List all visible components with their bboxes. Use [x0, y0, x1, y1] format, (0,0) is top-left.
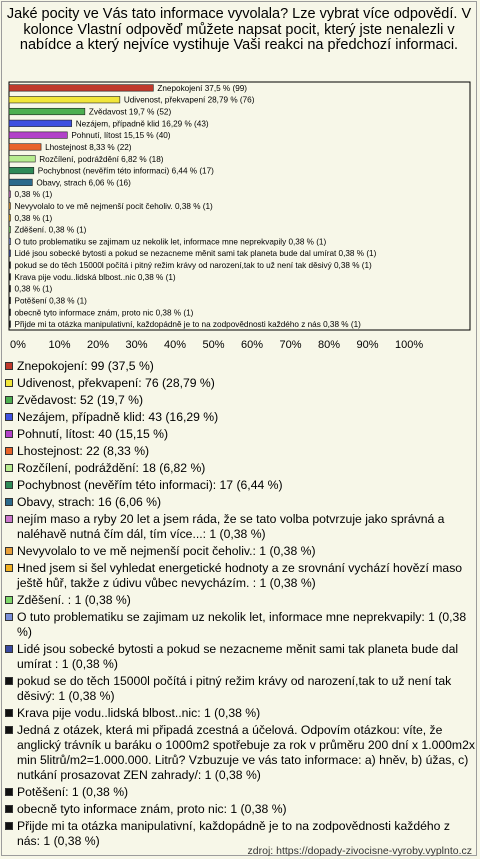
bar [9, 144, 41, 151]
bar [9, 285, 11, 292]
bar [9, 132, 67, 139]
legend-item [5, 706, 475, 721]
legend-swatch [5, 564, 13, 572]
legend-label: Zděšení. : 1 (0,38 %) [17, 593, 131, 607]
legend-swatch [5, 447, 13, 455]
legend-label: Zvědavost: 52 (19,7 %) [17, 393, 143, 407]
legend-item [5, 802, 475, 817]
x-tick-label: 10% [48, 339, 71, 351]
x-tick-label: 100% [395, 339, 424, 351]
legend-item [5, 444, 475, 459]
legend-item [5, 393, 475, 408]
bar [9, 250, 11, 257]
legend-item [5, 785, 475, 800]
legend-swatch [5, 413, 13, 421]
legend-label: Lidé jsou sobecké bytosti a pokud se nezacneme měnit sami tak planeta bude dal umírat : 1 (0,38 %) [17, 642, 459, 671]
legend-label: Přijde mi ta otázka manipulativní, každopádně je to na zodpovědnosti každého z nás: 1 (0,38 %) [17, 819, 450, 848]
legend-swatch [5, 379, 13, 387]
x-tick-label: 40% [164, 339, 187, 351]
legend-item [5, 544, 475, 559]
bar [9, 309, 11, 316]
legend-label: Pochybnost (nevěřím této informaci): 17 (6,44 %) [17, 478, 283, 492]
legend-swatch [5, 362, 13, 370]
x-tick-label: 20% [87, 339, 110, 351]
bar-label: Zděšení. 0,38 % (1) [14, 225, 87, 235]
legend-swatch [5, 430, 13, 438]
bar [9, 156, 35, 163]
x-tick-label: 90% [356, 339, 379, 351]
chart-legend [5, 359, 475, 851]
bar [9, 108, 85, 115]
bar-label: Zvědavost 19,7 % (52) [88, 107, 172, 117]
x-tick-label: 0% [10, 339, 26, 351]
legend-label: Obavy, strach: 16 (6,06 %) [17, 495, 162, 509]
legend-swatch [5, 805, 13, 813]
x-tick-label: 30% [125, 339, 148, 351]
bar-label: Nevyvolalo to ve mě nejmenší pocit čeholiv. 0,38 % (1) [14, 202, 213, 211]
legend-item [5, 642, 475, 672]
bar [9, 120, 72, 127]
bar-label: Znepokojení 37,5 % (99) [157, 83, 248, 93]
legend-label: nejím maso a ryby 20 let a jsem ráda, že se tato volba potvrzuje jako správná a naléhavě nutná čím dál, tím více...: 1 (0,38 %) [17, 512, 445, 541]
bar [9, 297, 11, 304]
legend-label: Nezájem, případně klid: 43 (16,29 %) [17, 410, 219, 424]
bar [9, 262, 11, 269]
legend-swatch [5, 396, 13, 404]
bar [9, 274, 11, 281]
legend-label: Potěšení: 1 (0,38 %) [17, 785, 129, 799]
bar-label: 0,38 % (1) [14, 190, 53, 200]
legend-item [5, 723, 475, 783]
legend-label: Znepokojení: 99 (37,5 %) [17, 359, 154, 373]
legend-swatch [5, 515, 13, 523]
legend-item [5, 359, 475, 374]
bar-chart [0, 0, 480, 360]
bar [9, 96, 120, 103]
bar [9, 215, 11, 222]
legend-swatch [5, 726, 13, 734]
x-tick-label: 60% [241, 339, 264, 351]
legend-label: O tuto problematiku se zajimam uz nekolik let, informace mne neprekvapily: 1 (0,38 %) [17, 610, 467, 639]
legend-item [5, 495, 475, 510]
bar [9, 321, 11, 328]
legend-swatch [5, 645, 13, 653]
legend-item [5, 593, 475, 608]
legend-swatch [5, 464, 13, 472]
bar [9, 167, 34, 174]
bar-label: Přijde mi ta otázka manipulativní, každopádně je to na zodpovědnosti každého z nás 0,38 % (1) [14, 320, 361, 330]
legend-label: Rozčílení, podráždění: 18 (6,82 %) [17, 461, 206, 475]
legend-label: Jedná z otázek, která mi připadá zcestná a účelová. Odpovím otázkou: víte, že anglický trávník u baráku o 1000m2 spotřebuje za rok v průměru 200 dní x 1.000m2x min 5litrů/m2=1.000.000. Litrů? Vzbuzuje ve vás tato informace: a) hněv, b) úžas, c) nutkání prosazovat ZEN zahrady/: 1 (0,38 %) [17, 723, 475, 782]
bar [9, 85, 153, 92]
bar-label: Lhostejnost 8,33 % (22) [45, 142, 132, 152]
bar [9, 226, 11, 233]
bar-label: Pochybnost (nevěřím této informaci) 6,44 % (17) [37, 166, 214, 176]
bar [9, 203, 11, 210]
bar-label: Pohnutí, lítost 15,15 % (40) [71, 131, 171, 141]
bar-label: 0,38 % (1) [14, 284, 53, 294]
legend-swatch [5, 613, 13, 621]
legend-swatch [5, 481, 13, 489]
legend-swatch [5, 596, 13, 604]
legend-item [5, 376, 475, 391]
legend-label: pokud se do těch 15000l počítá i pitný režim krávy od narození,tak to už není tak děsivý: 1 (0,38 %) [17, 674, 452, 703]
legend-swatch [5, 498, 13, 506]
bar-label: obecně tyto informace znám, proto nic 0,38 % (1) [14, 308, 194, 318]
source-note: zdroj: https://dopady-zivocisne-vyroby.vyplnto.cz [247, 845, 472, 857]
bar-label: Obavy, strach 6,06 % (16) [36, 178, 131, 188]
legend-label: Pohnutí, lítost: 40 (15,15 %) [17, 427, 169, 441]
legend-swatch [5, 709, 13, 717]
bar-label: Potěšení 0,38 % (1) [14, 296, 87, 306]
bar-label: O tuto problematiku se zajimam uz nekolik let, informace mne neprekvapily 0,38 % (1) [14, 237, 327, 247]
bar-label: Nezájem, případně klid 16,29 % (43) [75, 119, 209, 129]
bar-label: pokud se do těch 15000l počítá i pitný režim krávy od narození,tak to už není tak děsivý 0,38 % (1) [14, 261, 372, 271]
bar-label: Udivenost, překvapení 28,79 % (76) [123, 95, 255, 105]
bar-label: Krava pije vodu..lidská blbost..nic 0,38 % (1) [14, 272, 176, 282]
legend-item [5, 610, 475, 640]
legend-item [5, 674, 475, 704]
legend-swatch [5, 547, 13, 555]
x-tick-label: 70% [279, 339, 302, 351]
legend-label: Hned jsem si šel vyhledat energetické hodnoty a ze srovnání vychází hovězí maso ještě hůř, takže z údivu vůbec nevycházím. : 1 (0,38 %) [17, 561, 463, 590]
legend-swatch [5, 788, 13, 796]
legend-item [5, 561, 475, 591]
legend-label: obecně tyto informace znám, proto nic: 1 (0,38 %) [17, 802, 287, 816]
bar [9, 238, 11, 245]
bar-label: Lidé jsou sobecké bytosti a pokud se nezacneme měnit sami tak planeta bude dal umírat 0,38 % (1) [14, 249, 377, 259]
bar [9, 191, 11, 198]
legend-label: Lhostejnost: 22 (8,33 %) [17, 444, 150, 458]
legend-item [5, 461, 475, 476]
chart-title: Jaké pocity ve Vás tato informace vyvolala? Lze vybrat více odpovědí. V kolonce Vlastní odpověď můžete napsat pocit, který jste nenalezli v nabídce a který nejvíce vystihuje Vaši reakci na předchozí informaci. [6, 6, 472, 53]
x-tick-label: 50% [202, 339, 225, 351]
legend-item [5, 478, 475, 493]
legend-label: Krava pije vodu..lidská blbost..nic: 1 (0,38 %) [17, 706, 261, 720]
legend-swatch [5, 822, 13, 830]
x-tick-label: 80% [318, 339, 341, 351]
legend-item [5, 427, 475, 442]
legend-label: Udivenost, překvapení: 76 (28,79 %) [17, 376, 215, 390]
legend-swatch [5, 677, 13, 685]
bar-label: 0,38 % (1) [14, 213, 53, 223]
bar [9, 179, 32, 186]
legend-item [5, 410, 475, 425]
legend-item [5, 512, 475, 542]
bar-label: Rozčílení, podráždění 6,82 % (18) [39, 154, 164, 164]
legend-label: Nevyvolalo to ve mě nejmenší pocit čeholiv.: 1 (0,38 %) [17, 544, 316, 558]
